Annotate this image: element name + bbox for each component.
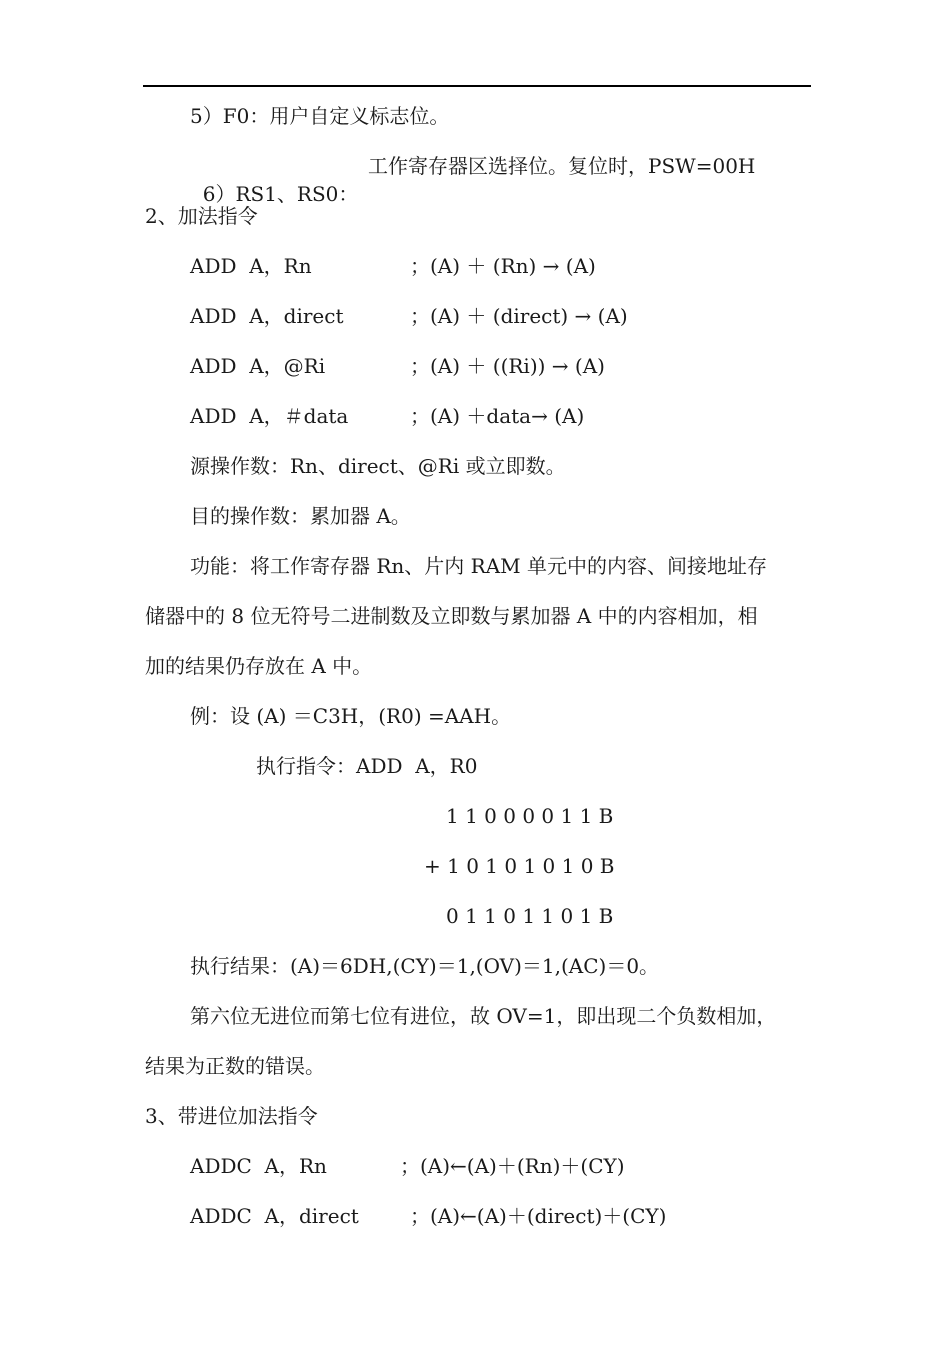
instr-code: ADD A，＃data xyxy=(190,404,349,428)
instr-comment: ；(A)←(A)＋(direct)＋(CY) xyxy=(410,1204,667,1228)
instr-code: ADDC A，direct xyxy=(190,1204,359,1228)
instr-code: ADDC A，Rn xyxy=(190,1154,327,1178)
function-text-2: 储器中的 8 位无符号二进制数及立即数与累加器 A 中的内容相加，相 xyxy=(145,604,758,628)
section-heading-addc: 3、带进位加法指令 xyxy=(145,1104,318,1128)
binary-operand-2: + 1 0 1 0 1 0 1 0 B xyxy=(424,854,615,878)
example-text: 例：设 (A) ＝C3H，(R0) =AAH。 xyxy=(190,704,512,728)
instr-comment: ；(A) ＋data→ (A) xyxy=(410,404,585,428)
instr-comment: ；(A)←(A)＋(Rn)＋(CY) xyxy=(400,1154,625,1178)
instr-comment: ；(A) ＋ (Rn) → (A) xyxy=(410,254,596,278)
result-text: 执行结果：(A)＝6DH,(CY)＝1,(OV)＝1,(AC)＝0。 xyxy=(190,954,660,978)
note-text-2: 结果为正数的错误。 xyxy=(145,1054,325,1078)
dest-operand-text: 目的操作数：累加器 A。 xyxy=(190,504,411,528)
instr-code: ADD A，@Ri xyxy=(190,354,326,378)
note-text-1: 第六位无进位而第七位有进位，故 OV=1，即出现二个负数相加， xyxy=(190,1004,777,1028)
section-heading-add: 2、加法指令 xyxy=(145,204,258,228)
instr-comment: ；(A) ＋ ((Ri)) → (A) xyxy=(410,354,605,378)
execute-instruction: 执行指令：ADD A，R0 xyxy=(256,754,478,778)
text-line-f0: 5）F0：用户自定义标志位。 xyxy=(190,104,450,128)
instr-code: ADD A，Rn xyxy=(190,254,312,278)
function-text-1: 功能：将工作寄存器 Rn、片内 RAM 单元中的内容、间接地址存 xyxy=(190,554,767,578)
binary-operand-1: 1 1 0 0 0 0 1 1 B xyxy=(446,804,614,828)
rs-label: 6）RS1、RS0： xyxy=(202,182,359,206)
rs-desc: 工作寄存器区选择位。复位时，PSW=00H xyxy=(368,154,756,178)
source-operand-text: 源操作数：Rn、direct、@Ri 或立即数。 xyxy=(190,454,566,478)
binary-sum: 0 1 1 0 1 1 0 1 B xyxy=(446,904,614,928)
function-text-3: 加的结果仍存放在 A 中。 xyxy=(145,654,373,678)
instr-code: ADD A，direct xyxy=(190,304,344,328)
instr-row xyxy=(190,1202,667,1286)
instr-comment: ；(A) ＋ (direct) → (A) xyxy=(410,304,628,328)
header-rule xyxy=(143,85,811,87)
